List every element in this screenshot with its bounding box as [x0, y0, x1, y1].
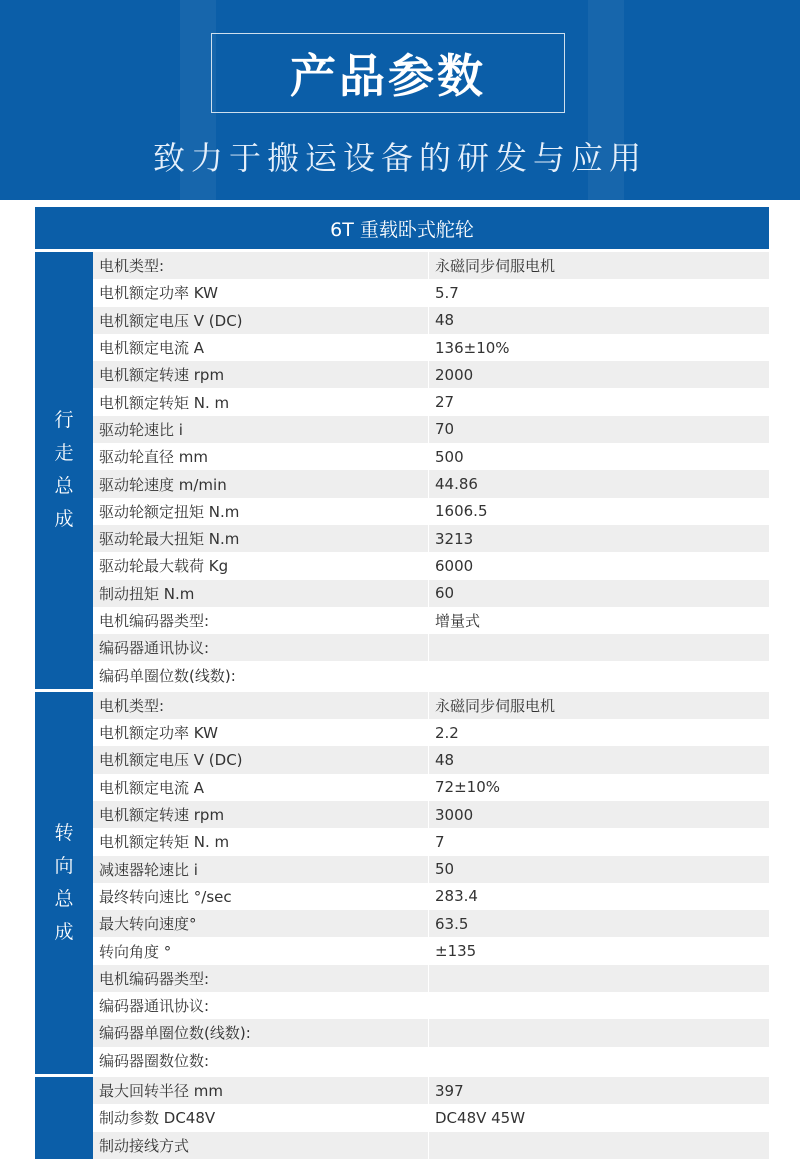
row-value [428, 992, 769, 1019]
row-key: 最大回转半径 mm [99, 1082, 223, 1101]
table-row [93, 937, 769, 964]
section-rows [93, 252, 769, 689]
table-sections [35, 252, 769, 1159]
row-key: 驱动轮最大扭矩 N.m [99, 530, 240, 549]
row-value: 72±10% [428, 774, 769, 801]
row-key: 电机额定转矩 N. m [99, 393, 230, 412]
row-value: 136±10% [428, 334, 769, 361]
row-key: 电机额定功率 KW [99, 724, 218, 743]
table-row [93, 334, 769, 361]
row-key: 转向角度 ° [99, 942, 172, 961]
row-key: 最大转向速度° [99, 915, 197, 934]
section-label-text: 行走总成 [54, 409, 74, 531]
table-row [93, 910, 769, 937]
row-value: DC48V 45W [428, 1104, 769, 1131]
row-value: 永磁同步伺服电机 [428, 252, 769, 279]
spec-section [35, 1077, 769, 1159]
table-row [93, 992, 769, 1019]
row-key: 电机额定电流 A [99, 339, 205, 358]
row-value: 1606.5 [428, 498, 769, 525]
row-key: 驱动轮速比 i [99, 420, 183, 439]
row-value [428, 1047, 769, 1074]
row-value: 48 [428, 307, 769, 334]
table-row [93, 498, 769, 525]
table-row [93, 634, 769, 661]
banner [0, 0, 800, 200]
row-value: 500 [428, 443, 769, 470]
row-value: 397 [428, 1077, 769, 1104]
table-row [93, 388, 769, 415]
table-header: 6T 重载卧式舵轮 [35, 207, 769, 249]
row-key: 制动参数 DC48V [99, 1109, 216, 1128]
row-key: 编码器通讯协议: [99, 997, 210, 1016]
row-value: 3000 [428, 801, 769, 828]
table-row [93, 307, 769, 334]
row-key: 电机编码器类型: [99, 612, 210, 630]
row-key: 电机额定电压 V (DC) [99, 751, 243, 770]
table-row [93, 883, 769, 910]
row-key: 电机额定转速 rpm [99, 366, 225, 385]
row-value: 7 [428, 828, 769, 855]
row-value: 50 [428, 856, 769, 883]
row-key: 制动接线方式 [99, 1136, 190, 1155]
table-row [93, 856, 769, 883]
row-key: 最终转向速比 °/sec [99, 887, 232, 906]
row-value: 63.5 [428, 910, 769, 937]
table-row [93, 1047, 769, 1074]
section-label [35, 692, 93, 1074]
table-row [93, 965, 769, 992]
spec-section [35, 252, 769, 689]
row-value [428, 1019, 769, 1046]
section-label [35, 1077, 93, 1159]
row-value: 增量式 [428, 607, 769, 634]
row-key: 电机额定转矩 N. m [99, 833, 230, 852]
page-subtitle: 致力于搬运设备的研发与应用 [152, 139, 647, 177]
row-key: 电机编码器类型: [99, 969, 210, 988]
row-key: 驱动轮速度 m/min [99, 475, 227, 494]
row-key: 编码器单圈位数(线数): [99, 1024, 251, 1043]
table-row [93, 719, 769, 746]
row-value: 70 [428, 416, 769, 443]
table-row [93, 746, 769, 773]
table-row [93, 361, 769, 388]
section-label [35, 252, 93, 689]
table-row [93, 607, 769, 634]
table-row [93, 416, 769, 443]
section-rows [93, 692, 769, 1074]
table-row [93, 774, 769, 801]
row-value: 3213 [428, 525, 769, 552]
spec-table [35, 207, 769, 1159]
row-value: 60 [428, 580, 769, 607]
row-value: ±135 [428, 937, 769, 964]
row-key: 编码器通讯协议: [99, 639, 210, 658]
row-key: 减速器轮速比 i [99, 860, 198, 879]
section-rows [93, 1077, 769, 1159]
row-key: 驱动轮直径 mm [99, 448, 208, 467]
row-key: 编码单圈位数(线数): [99, 666, 236, 685]
table-row [93, 443, 769, 470]
row-key: 电机额定功率 KW [99, 284, 218, 303]
table-row [93, 580, 769, 607]
table-row [93, 692, 769, 719]
row-value: 6000 [428, 552, 769, 579]
row-key: 驱动轮最大载荷 Kg [99, 557, 229, 576]
spec-section [35, 692, 769, 1074]
row-key: 电机额定电流 A [99, 778, 205, 797]
table-row [93, 1132, 769, 1159]
table-row [93, 470, 769, 497]
table-row [93, 525, 769, 552]
row-value: 2000 [428, 361, 769, 388]
table-row [93, 828, 769, 855]
row-key: 编码器圈数位数: [99, 1051, 210, 1070]
row-key: 电机额定转速 rpm [99, 806, 225, 825]
table-row [93, 1019, 769, 1046]
table-row [93, 552, 769, 579]
row-key: 制动扭矩 N.m [99, 584, 195, 603]
table-row [93, 1104, 769, 1131]
row-value: 44.86 [428, 470, 769, 497]
page-title: 产品参数 [211, 33, 565, 113]
row-value: 2.2 [428, 719, 769, 746]
row-key: 电机类型: [99, 696, 165, 715]
row-key: 电机类型: [99, 257, 165, 276]
row-value [428, 1132, 769, 1159]
row-value: 27 [428, 388, 769, 415]
row-value: 48 [428, 746, 769, 773]
table-row [93, 252, 769, 279]
row-value: 永磁同步伺服电机 [428, 692, 769, 719]
row-value [428, 965, 769, 992]
row-value [428, 634, 769, 661]
table-row [93, 1077, 769, 1104]
row-value [428, 661, 769, 688]
table-row [93, 661, 769, 688]
section-label-text: 转向总成 [54, 821, 74, 943]
row-key: 电机额定电压 V (DC) [99, 311, 243, 330]
table-row [93, 801, 769, 828]
table-row [93, 279, 769, 306]
row-value: 283.4 [428, 883, 769, 910]
row-value: 5.7 [428, 279, 769, 306]
row-key: 驱动轮额定扭矩 N.m [99, 502, 240, 521]
